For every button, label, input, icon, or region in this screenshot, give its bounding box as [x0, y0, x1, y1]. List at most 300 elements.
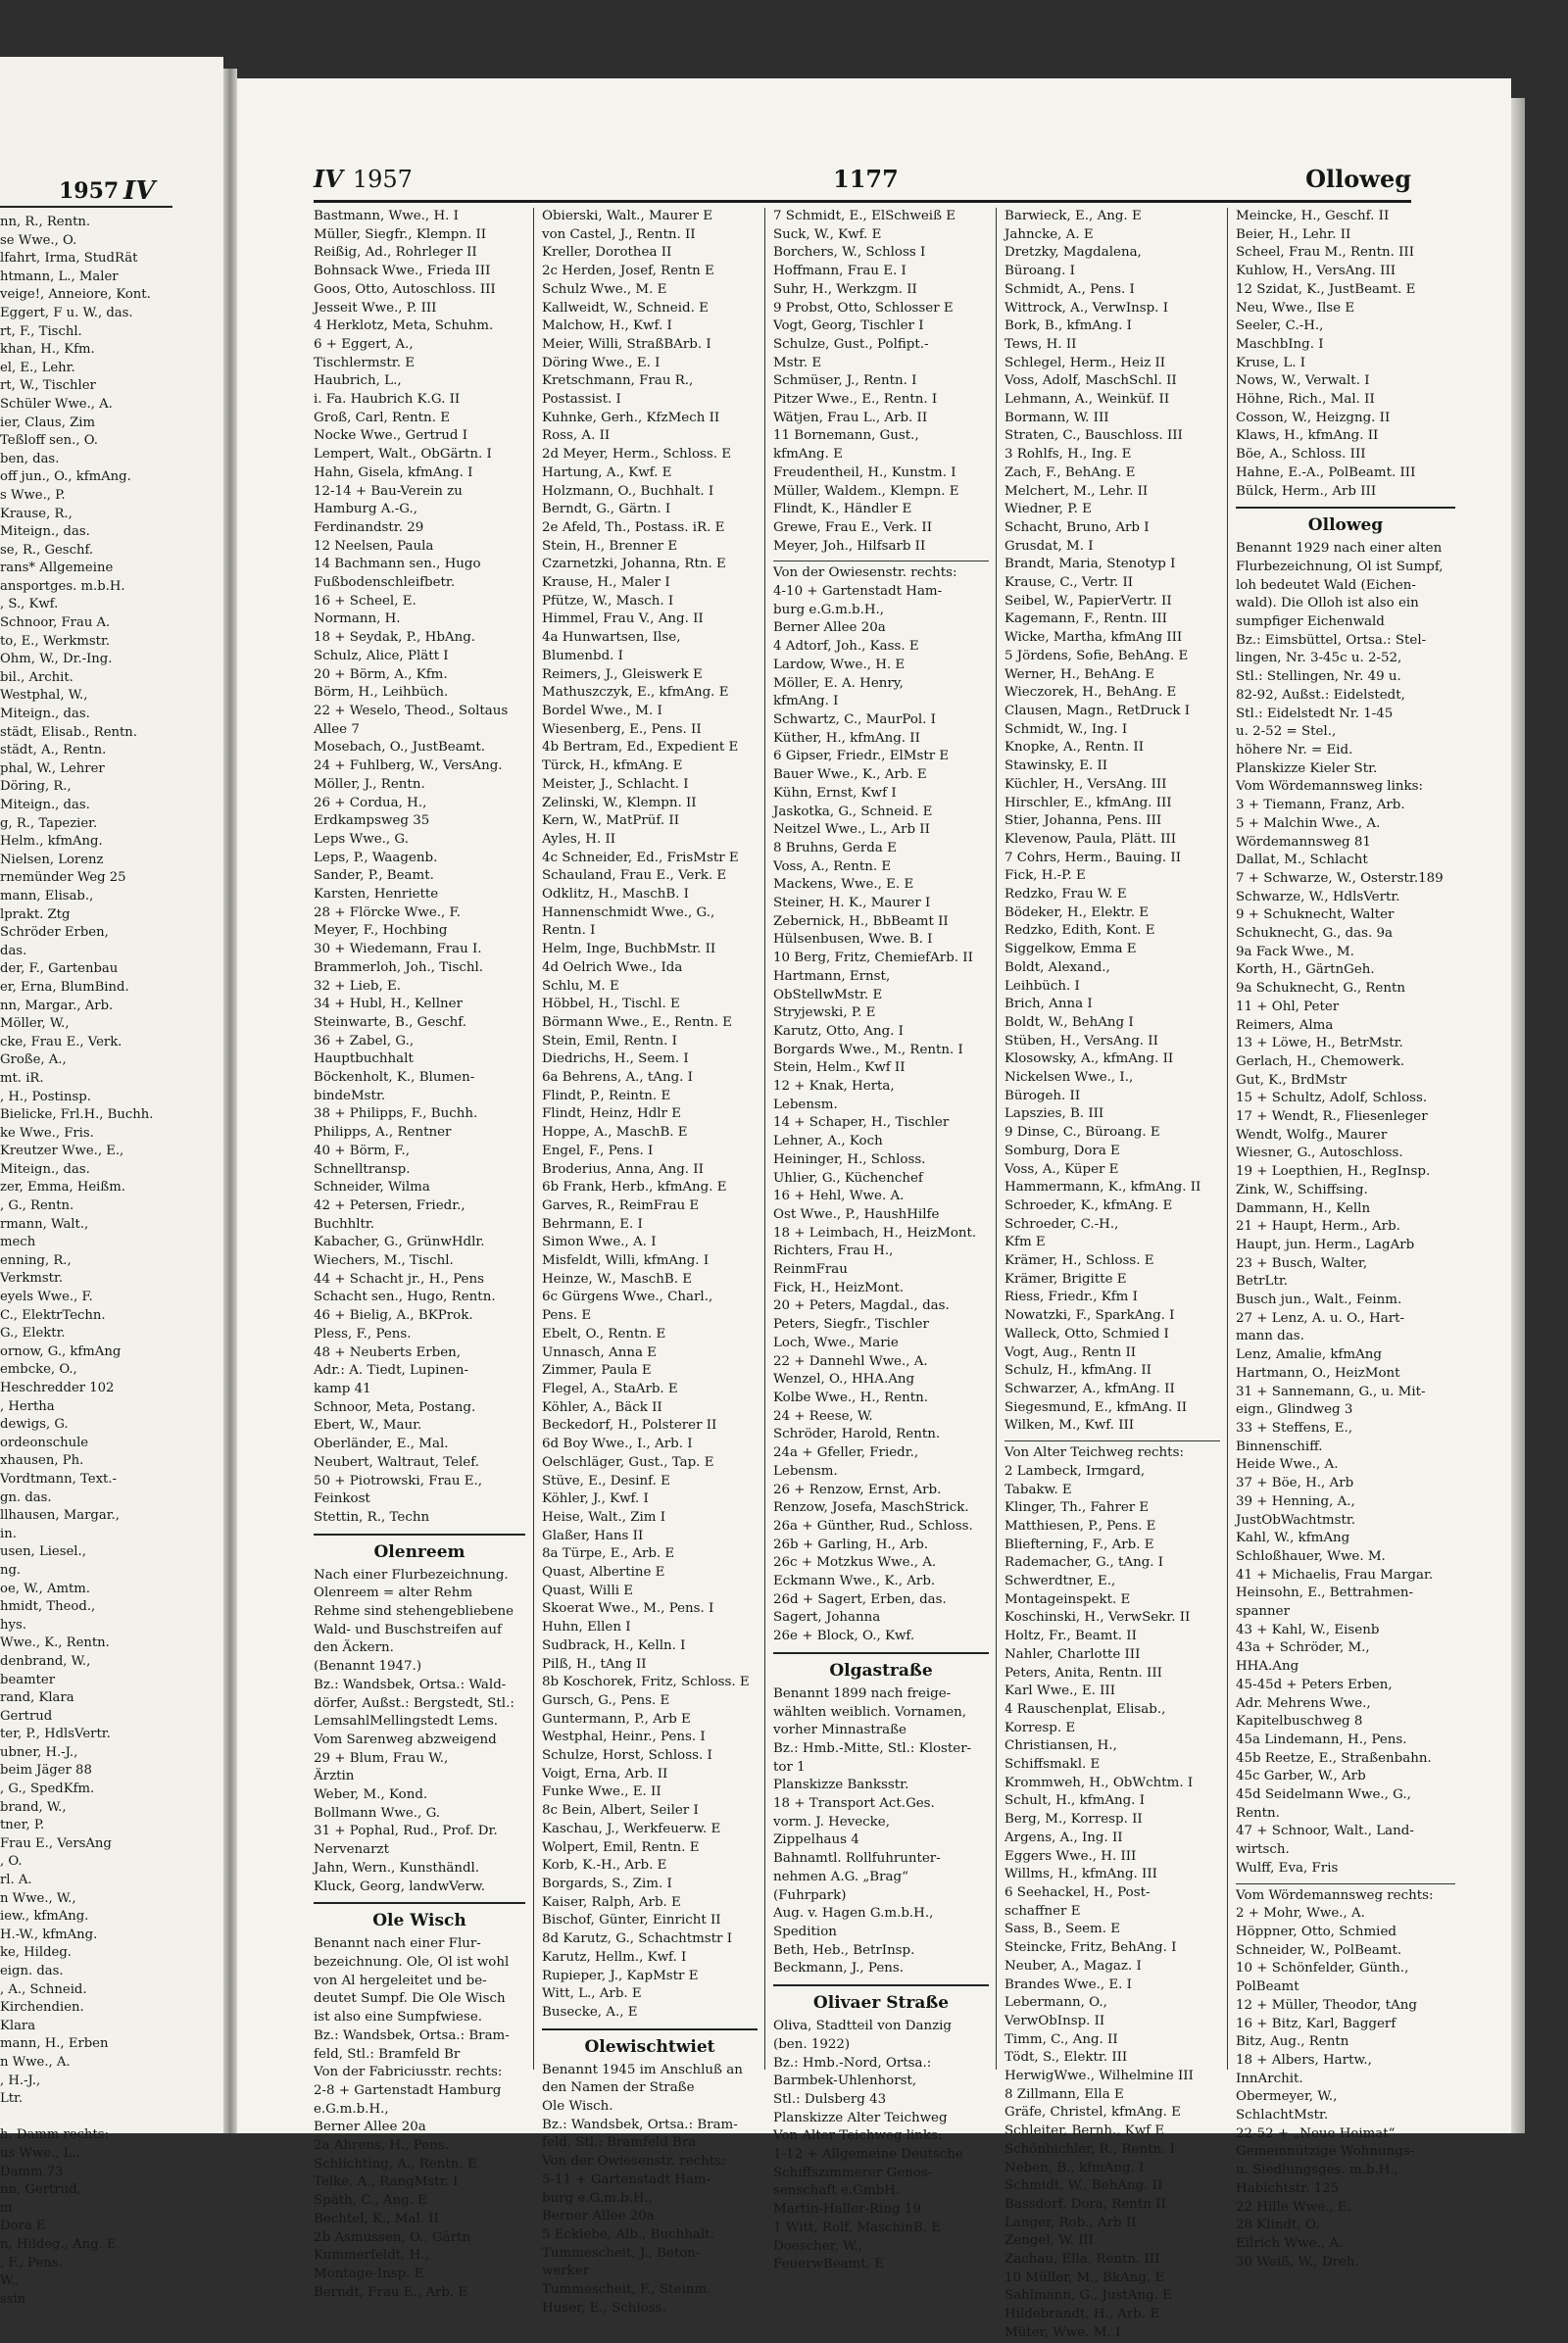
directory-entry-line: Kallweidt, W., Schneid. E [542, 300, 709, 316]
directory-entry-line: Sagert, Johanna [773, 1610, 881, 1626]
directory-entry-line: 31 + Pophal, Rud., Prof. Dr. [314, 1824, 498, 1839]
directory-entry-line: Leihbüch. I [1004, 978, 1080, 994]
directory-entry-line: Schmüser, J., Rentn. I [773, 373, 917, 389]
directory-entry-line: Renzow, Josefa, MaschStrick. [773, 1500, 969, 1516]
directory-entry-line: Gemeinnützige Wohnungs- [1236, 2144, 1415, 2160]
directory-entry-line: Hoppe, A., MaschB. E [542, 1125, 688, 1141]
directory-entry-line: 45a Lindemann, H., Pens. [1236, 1732, 1407, 1747]
directory-entry-line: 4d Oelrich Wwe., Ida [542, 959, 683, 975]
left-entry-line: brand, W., [0, 1799, 67, 1815]
directory-entry-line: 4c Schneider, Ed., FrisMstr E [542, 850, 739, 865]
directory-entry-line: Hoffmann, Frau E. I [773, 264, 906, 279]
left-entry-line: W., [0, 2273, 20, 2289]
directory-entry-line: wald). Die Olloh ist also ein [1236, 596, 1419, 611]
left-entry-line: G., Elektr. [0, 1326, 66, 1342]
directory-entry-line: 1-12 + Allgemeine Deutsche [773, 2147, 963, 2163]
directory-entry-line: Krommweh, H., ObWchtm. I [1004, 1775, 1194, 1790]
directory-entry-line: Steiner, H. K., Maurer I [773, 896, 931, 911]
left-entry-line: Ltr. [0, 2091, 24, 2107]
left-entry-line: Eggert, F u. W., das. [0, 305, 133, 320]
directory-entry-line: 18 + Transport Act.Ges. [773, 1796, 935, 1812]
left-entry-line: Teßloff sen., O. [0, 433, 98, 449]
left-entry-line: veige!, Anneiore, Kont. [0, 287, 151, 303]
directory-entry-line: Borgards, S., Zim. I [542, 1876, 672, 1891]
directory-entry-line: Lehner, A., Koch [773, 1134, 883, 1149]
street-heading: Olewischtwiet [542, 2028, 758, 2060]
directory-entry-line: Aug. v. Hagen G.m.b.H., [773, 1906, 934, 1922]
directory-entry-line: 14 Bachmann sen., Hugo [314, 557, 481, 572]
directory-entry-line: Voss, A., Rentn. E [773, 858, 892, 874]
directory-entry-line: 8 Zillmann, Ella E [1004, 2086, 1124, 2102]
directory-entry-line: Benannt nach einer Flur- [314, 1936, 481, 1952]
directory-entry-line: InnArchit. [1236, 2071, 1303, 2086]
left-entry-line: rmann, Walt., [0, 1216, 89, 1232]
directory-entry-line: Himmel, Frau V., Ang. II [542, 611, 704, 627]
directory-entry-line: Martin-Haller-Ring 19 [773, 2202, 921, 2218]
directory-entry-line: Suhr, H., Werkzgm. II [773, 281, 917, 297]
directory-entry-line: Wenzel, O., HHA.Ang [773, 1372, 915, 1388]
left-entry-line: , G., SpedKfm. [0, 1782, 95, 1797]
directory-entry-line: Müter, Wwe. M. I [1004, 2324, 1121, 2340]
left-entry-line: Frau E., VersAng [0, 1835, 112, 1851]
directory-entry-line: 28 Klindt, O. [1236, 2218, 1320, 2233]
directory-entry-line: Wördemannsweg 81 [1236, 834, 1371, 850]
left-entry-line: lfahrt, Irma, StudRät [0, 251, 138, 267]
directory-entry-line: 12 Szidat, K., JustBeamt. E [1236, 281, 1416, 297]
directory-entry-line: 26 + Cordua, H., [314, 795, 427, 810]
directory-entry-line: 26b + Garling, H., Arb. [773, 1537, 929, 1552]
left-entry-line: ke, Hildeg. [0, 1945, 72, 1961]
directory-entry-line: Erdkampsweg 35 [314, 813, 430, 829]
left-entry-line: Heschredder 102 [0, 1381, 115, 1395]
left-entry-line: ben, das. [0, 451, 60, 466]
directory-entry-line: 43 + Kahl, W., Eisenb [1236, 1622, 1380, 1637]
left-entry-line: n Wwe., A. [0, 2054, 71, 2070]
directory-entry-line: Boldt, W., BehAng I [1004, 1014, 1134, 1030]
directory-entry-line: 45c Garber, W., Arb [1236, 1769, 1366, 1784]
directory-entry-line: Berner Allee 20a [773, 620, 886, 636]
directory-entry-line: Stein, Helm., Kwf II [773, 1060, 906, 1076]
directory-entry-line: Schloßhauer, Wwe. M. [1236, 1548, 1386, 1564]
directory-entry-line: Flurbezeichnung, Ol ist Sumpf, [1236, 559, 1444, 574]
directory-entry-line: Wiesner, G., Autoschloss. [1236, 1146, 1403, 1161]
left-entry-line: das. [0, 943, 27, 958]
left-entry-line: rans* Allgemeine [0, 561, 114, 576]
column-1 [314, 208, 533, 2300]
directory-entry-line: Benannt 1945 im Anschluß an [542, 2062, 743, 2077]
directory-entry-line: Bahnamtl. Rollfuhrunter- [773, 1851, 941, 1867]
left-page [0, 57, 223, 2307]
left-entry-line: Krause, R., [0, 506, 73, 521]
directory-entry-line: Feinkost [314, 1491, 370, 1507]
left-entry-line: Westphal, W., [0, 688, 88, 704]
directory-entry-line: Stein, Emil, Rentn. I [542, 1033, 677, 1049]
directory-entry-line: Montageinspekt. E [1004, 1591, 1131, 1607]
directory-entry-line: Neben, B., kfmAng. I [1004, 2160, 1145, 2175]
directory-entry-line: Schiffsmakl. E [1004, 1757, 1101, 1773]
directory-entry-line: LemsahlMellingstedt Lems. [314, 1714, 498, 1730]
directory-entry-line: Suck, W., Kwf. E [773, 226, 882, 242]
left-entry-line: bil., Archit. [0, 669, 74, 685]
left-entry-line: beamter [0, 1672, 56, 1687]
directory-entry-line: Haubrich, L., [314, 373, 402, 389]
directory-entry-line: 2e Afeld, Th., Postass. iR. E [542, 519, 725, 535]
directory-entry-line: wählten weiblich. Vornamen, [773, 1704, 966, 1720]
directory-entry-line: Steincke, Fritz, BehAng. I [1004, 1940, 1177, 1956]
directory-entry-line: Weber, M., Kond. [314, 1787, 428, 1803]
directory-entry-line: Flindt, Heinz, Hdlr E [542, 1106, 681, 1122]
left-entry-line: mech [0, 1235, 36, 1250]
directory-entry-line: Seeler, C.-H., [1236, 318, 1324, 334]
page-number: 1177 [833, 165, 899, 193]
directory-entry-line: Voss, Adolf, MaschSchl. II [1004, 373, 1177, 389]
directory-entry-line: Neitzel Wwe., L., Arb II [773, 822, 930, 838]
directory-entry-line: ReinmFrau [773, 1262, 848, 1278]
directory-entry-line: feld, Stl.: Bramfeld Bra [542, 2135, 697, 2151]
directory-entry-line: Bz.: Eimsbüttel, Ortsa.: Stel- [1236, 632, 1427, 648]
directory-entry-line: Holzmann, O., Buchhalt. I [542, 483, 714, 499]
left-entry-line: h. Damm rechts: [0, 2127, 110, 2143]
directory-entry-line: Von der Owiesenstr. rechts: [773, 565, 957, 581]
directory-entry-line: Pens. E [542, 1308, 592, 1324]
directory-entry-line: Bauer Wwe., K., Arb. E [773, 767, 927, 783]
left-entry-line: Schröder Erben, [0, 925, 109, 941]
directory-entry-line: 8b Koschorek, Fritz, Schloss. E [542, 1675, 750, 1690]
directory-entry-line: Wieczorek, H., BehAng. E [1004, 685, 1177, 701]
section-divider [1236, 1883, 1455, 1884]
directory-entry-line: Allee 7 [314, 721, 360, 737]
directory-entry-line: Korth, H., GärtnGeh. [1236, 962, 1375, 978]
directory-entry-line: 23 + Busch, Walter, [1236, 1255, 1368, 1271]
left-entry-line: se Wwe., O. [0, 232, 77, 248]
directory-entry-line: Seibel, W., PapierVertr. II [1004, 593, 1172, 609]
directory-entry-line: Schroeder, K., kfmAng. E [1004, 1197, 1173, 1213]
left-entry-line: xhausen, Ph. [0, 1453, 84, 1469]
left-entry-line: Miteign., das. [0, 1161, 90, 1177]
directory-entry-line: Christiansen, H., [1004, 1738, 1117, 1754]
directory-entry-line: 16 + Bitz, Karl, Baggerf [1236, 2016, 1396, 2031]
directory-entry-line: Zelinski, W., Klempn. II [542, 795, 697, 810]
left-entry-line: nn, Margar., Arb. [0, 998, 114, 1013]
directory-entry-line: 2-8 + Gartenstadt Hamburg [314, 2082, 502, 2098]
directory-entry-line: Tischlermstr. E [314, 355, 415, 370]
directory-entry-line: 18 + Leimbach, H., HeizMont. [773, 1225, 977, 1241]
directory-entry-line: 24 + Reese, W. [773, 1408, 873, 1424]
directory-entry-line: 10 + Schönfelder, Günth., [1236, 1961, 1409, 1977]
left-entry-line: , S., Kwf. [0, 597, 59, 612]
left-entry-line: mann, Elisab., [0, 888, 94, 903]
left-entry-line: Verkmstr. [0, 1271, 64, 1287]
directory-entry-line: Kreller, Dorothea II [542, 245, 672, 261]
directory-entry-line: 7 + Schwarze, W., Osterstr.189 [1236, 870, 1444, 886]
left-entry-line [0, 2109, 220, 2127]
directory-entry-line: 20 + Börm, A., Kfm. [314, 666, 448, 682]
directory-entry-line: kfmAng. I [773, 694, 839, 709]
directory-entry-line: Jahncke, A. E [1004, 226, 1094, 242]
directory-entry-line: SchlachtMstr. [1236, 2108, 1329, 2123]
directory-entry-line: Sudbrack, H., Kelln. I [542, 1637, 686, 1653]
directory-entry-line: Klosowsky, A., kfmAng. II [1004, 1051, 1174, 1067]
directory-entry-line: 6d Boy Wwe., I., Arb. I [542, 1437, 693, 1452]
directory-entry-line: Böckenholt, K., Blumen- [314, 1070, 475, 1086]
directory-entry-line: Vogt, Georg, Tischler I [773, 318, 924, 334]
column-5 [1227, 208, 1455, 2270]
directory-entry-line: Ole Wisch. [542, 2099, 613, 2115]
left-entry-line: städt, A., Rentn. [0, 743, 107, 758]
directory-entry-line: Lardow, Wwe., H. E [773, 657, 906, 672]
directory-entry-line: 18 + Albers, Hartw., [1236, 2052, 1372, 2068]
directory-entry-line: Unnasch, Anna E [542, 1344, 657, 1360]
directory-entry-line: Schnelltransp. [314, 1161, 411, 1177]
directory-entry-line: Mathuszczyk, E., kfmAng. E [542, 685, 729, 701]
directory-entry-line: 26e + Block, O., Kwf. [773, 1629, 915, 1644]
directory-entry-line: Stl.: Eidelstedt Nr. 1-45 [1236, 706, 1394, 721]
directory-entry-line: Kühn, Ernst, Kwf I [773, 785, 897, 801]
directory-entry-line: Zach, F., BehAng. E [1004, 464, 1136, 480]
directory-entry-line: Bassdorf, Dora, Rentn II [1004, 2196, 1166, 2212]
directory-entry-line: Zengel, W. III [1004, 2233, 1094, 2249]
left-entry-line: rl. A. [0, 1873, 32, 1888]
column-3 [764, 208, 997, 2272]
left-entry-line: off jun., O., kfmAng. [0, 469, 131, 485]
directory-entry-line: Wiesenberg, E., Pens. II [542, 721, 702, 737]
directory-entry-line: Schulz Wwe., M. E [542, 281, 667, 297]
directory-entry-line: Börm, H., Leihbüch. [314, 685, 449, 701]
directory-entry-line: Flindt, P., Reintn. E [542, 1088, 671, 1103]
directory-entry-line: Eggers Wwe., H. III [1004, 1848, 1137, 1864]
directory-entry-line: 28 + Flörcke Wwe., F. [314, 904, 461, 920]
directory-entry-line: Ebelt, O., Rentn. E [542, 1326, 666, 1342]
directory-entry-line: Adr. Mehrens Wwe., [1236, 1695, 1371, 1711]
directory-entry-line: 4 Herklotz, Meta, Schuhm. [314, 318, 494, 334]
directory-entry-line: 47 + Schnoor, Walt., Land- [1236, 1824, 1414, 1839]
directory-entry-line: Fick, H., HeizMont. [773, 1280, 905, 1295]
directory-entry-line: Schult, H., kfmAng. I [1004, 1793, 1145, 1809]
directory-entry-line: Kaiser, Ralph, Arb. E [542, 1894, 681, 1910]
directory-entry-line: MaschbIng. I [1236, 336, 1324, 352]
directory-entry-line: 2 + Mohr, Wwe., A. [1236, 1906, 1365, 1922]
directory-entry-line: Schmidt, W., BehAng. II [1004, 2178, 1163, 2194]
directory-entry-line: 26a + Günther, Rud., Schloss. [773, 1518, 973, 1534]
directory-entry-line: Steinwarte, B., Geschf. [314, 1014, 467, 1030]
directory-entry-line: Cosson, W., Heizgng. II [1236, 410, 1391, 425]
directory-entry-line: Clausen, Magn., RetDruck I [1004, 703, 1191, 718]
directory-entry-line: Gräfe, Christel, kfmAng. E [1004, 2105, 1181, 2121]
directory-entry-line: Malchow, H., Kwf. I [542, 318, 672, 334]
directory-entry-line: Brammerloh, Joh., Tischl. [314, 959, 483, 975]
directory-entry-line: Köhler, J., Kwf. I [542, 1491, 649, 1507]
directory-entry-line: Bollmann Wwe., G. [314, 1805, 441, 1821]
street-heading: Olenreem [314, 1534, 525, 1565]
directory-entry-line: Kruse, L. I [1236, 355, 1306, 370]
directory-entry-line: Beth, Heb., BetrInsp. [773, 1942, 915, 1958]
directory-entry-line: Jaskotka, G., Schneid. E [773, 804, 933, 819]
directory-entry-line: 5 + Malchin Wwe., A. [1236, 815, 1381, 831]
left-entry-line: Gertrud [0, 1708, 53, 1724]
directory-entry-line: Brich, Anna I [1004, 997, 1093, 1012]
directory-entry-line: Korb, K.-H., Arb. E [542, 1858, 667, 1874]
left-entry-line: Miteign., das. [0, 707, 90, 722]
left-entry-line: g, R., Tapezier. [0, 815, 98, 831]
directory-entry-line: Neu, Wwe., Ilse E [1236, 300, 1355, 316]
directory-entry-line: Peters, Anita, Rentn. III [1004, 1665, 1162, 1681]
left-entry-line: Miteign., das. [0, 524, 90, 540]
left-entry-line: ordeonschule [0, 1435, 89, 1450]
left-entry-line: ubner, H.-J., [0, 1744, 78, 1760]
directory-entry-line: den Namen der Straße [542, 2080, 695, 2096]
street-heading: Olloweg [1236, 507, 1455, 538]
directory-entry-line: Eilrich Wwe., A. [1236, 2235, 1344, 2251]
directory-entry-line: Schnoor, Meta, Postang. [314, 1399, 476, 1415]
directory-entry-line: Wiechers, M., Tischl. [314, 1253, 454, 1269]
directory-entry-line: Wald- und Buschstreifen auf [314, 1622, 502, 1637]
directory-entry-line: Hartung, A., Kwf. E [542, 464, 672, 480]
directory-entry-line: spanner [1236, 1604, 1291, 1620]
directory-entry-line: 7 Schmidt, E., ElSchweiß E [773, 209, 956, 223]
left-entry-line: C., ElektrTechn. [0, 1307, 106, 1323]
left-entry-line: , Hertha [0, 1398, 55, 1414]
directory-entry-line: 32 + Lieb, E. [314, 978, 401, 994]
directory-entry-line: kfmAng. E [773, 447, 843, 463]
directory-entry-line: 41 + Michaelis, Frau Margar. [1236, 1567, 1434, 1583]
directory-entry-line: werker [542, 2264, 590, 2279]
directory-entry-line: Reimers, Alma [1236, 1017, 1334, 1033]
directory-entry-line: Bz.: Wandsbek, Ortsa.: Wald- [314, 1677, 507, 1692]
directory-entry-line: Pless, F., Pens. [314, 1326, 412, 1342]
directory-entry-line: Wolpert, Emil, Rentn. E [542, 1839, 700, 1855]
directory-entry-line: Schwarze, W., HdlsVertr. [1236, 889, 1400, 904]
directory-entry-line: 18 + Seydak, P., HbAng. [314, 630, 476, 646]
left-entry-line: se, R., Geschf. [0, 542, 94, 558]
directory-entry-line: Stier, Johanna, Pens. III [1004, 813, 1162, 829]
directory-entry-line: 14 + Schaper, H., Tischler [773, 1115, 950, 1131]
left-page-entries [0, 214, 220, 2309]
directory-entry-line: Kretschmann, Frau R., [542, 373, 694, 389]
left-entry-line: ansportges. m.b.H. [0, 578, 125, 594]
directory-entry-line: Schlegel, Herm., Heiz II [1004, 355, 1166, 370]
directory-entry-line: Barmbek-Uhlenhorst, [773, 2074, 917, 2089]
directory-entry-line: i. Fa. Haubrich K.G. II [314, 392, 461, 408]
directory-entry-line: Schiffszimmerer Genos- [773, 2165, 933, 2180]
left-entry-line: Helm., kfmAng. [0, 834, 103, 850]
directory-entry-line: Obermeyer, W., [1236, 2089, 1338, 2105]
directory-entry-line: Rentn. I [542, 923, 596, 939]
left-header-year: 1957 [59, 178, 120, 204]
directory-entry-line: Schulze, Horst, Schloss. I [542, 1748, 712, 1764]
directory-entry-line: 31 + Sannemann, G., u. Mit- [1236, 1384, 1426, 1399]
left-entry-line: n Wwe., W., [0, 1890, 76, 1906]
left-entry-line: , A., Schneid. [0, 1981, 87, 1997]
directory-entry-line: 43a + Schröder, M., [1236, 1640, 1370, 1656]
directory-entry-line: Huhn, Ellen I [542, 1620, 631, 1635]
directory-entry-line: Planskizze Alter Teichweg [773, 2110, 948, 2125]
directory-entry-line: Kluck, Georg, landwVerw. [314, 1879, 486, 1894]
directory-entry-line: Schulze, Gust., Polfipt.- [773, 336, 929, 352]
directory-entry-line: Brandt, Maria, Stenotyp I [1004, 557, 1176, 572]
directory-entry-line: senschaft e.GmbH. [773, 2183, 901, 2199]
left-entry-line: cke, Frau E., Verk. [0, 1034, 122, 1049]
directory-entry-line: Hammermann, K., kfmAng. II [1004, 1180, 1201, 1196]
directory-entry-line: 29 + Blum, Frau W., [314, 1750, 449, 1766]
directory-entry-line: Büroang. I [1004, 264, 1075, 279]
directory-entry-line: vorher Minnastraße [773, 1723, 906, 1738]
directory-entry-line: Obierski, Walt., Maurer E [542, 209, 713, 223]
directory-entry-line: Pitzer Wwe., E., Rentn. I [773, 392, 938, 408]
directory-entry-line: Zebernick, H., BbBeamt II [773, 913, 949, 929]
directory-entry-line: 4 Adtorf, Joh., Kass. E [773, 639, 919, 655]
directory-entry-line: Heinze, W., MaschB. E [542, 1271, 693, 1287]
directory-entry-line: feld, Stl.: Bramfeld Br [314, 2046, 461, 2062]
directory-entry-line: Nocke Wwe., Gertrud I [314, 428, 468, 444]
directory-entry-line: HerwigWwe., Wilhelmine III [1004, 2069, 1194, 2084]
directory-entry-line: Brandes Wwe., E. I [1004, 1977, 1132, 1992]
directory-entry-line: Misfeldt, Willi, kfmAng. I [542, 1253, 710, 1269]
directory-entry-line: Langer, Rob., Arb II [1004, 2215, 1137, 2230]
street-heading: Olivaer Straße [773, 1984, 989, 2016]
directory-entry-line: Gut, K., BrdMstr [1236, 1072, 1348, 1088]
directory-entry-line: Schwerdtner, E., [1004, 1574, 1116, 1589]
street-heading: Olgastraße [773, 1652, 989, 1684]
directory-entry-line: 12 + Knak, Herta, [773, 1079, 895, 1095]
directory-entry-line: Reimers, J., Gleiswerk E [542, 666, 703, 682]
header-volume: IV [314, 165, 343, 193]
directory-entry-line: Karsten, Henriette [314, 887, 439, 903]
left-entry-line: lprakt. Ztg [0, 906, 71, 922]
directory-entry-line: Dallat, M., Schlacht [1236, 853, 1368, 868]
directory-entry-line: Bliefterning, F., Arb. E [1004, 1537, 1154, 1552]
directory-entry-line: Kolbe Wwe., H., Rentn. [773, 1391, 929, 1405]
directory-entry-line: Berndt, Frau E., Arb. E [314, 2284, 468, 2300]
left-entry-line: eign. das. [0, 1964, 64, 1978]
directory-entry-line: Gerlach, H., Chemowerk. [1236, 1053, 1405, 1069]
left-entry-line: Döring, R., [0, 779, 72, 795]
directory-entry-line: 39 + Henning, A., [1236, 1493, 1355, 1509]
left-entry-line: Vordtmann, Text.- [0, 1471, 117, 1487]
directory-entry-line: Bordel Wwe., M. I [542, 703, 662, 718]
directory-entry-line: 2b Asmussen, O., Gärtn [314, 2229, 471, 2245]
directory-entry-line: Sass, B., Seem. E [1004, 1922, 1121, 1937]
directory-entry-line: Reißig, Ad., Rohrleger II [314, 245, 477, 261]
directory-entry-line: Walleck, Otto, Schmied I [1004, 1326, 1169, 1342]
left-entry-line: denbrand, W., [0, 1653, 91, 1669]
directory-entry-line: 19 + Loepthien, H., RegInsp. [1236, 1164, 1431, 1180]
left-entry-line: rand, Klara [0, 1690, 74, 1706]
directory-entry-line: Barwieck, E., Ang. E [1004, 209, 1142, 223]
directory-entry-line: höhere Nr. = Eid. [1236, 742, 1353, 757]
directory-entry-line: Stettin, R., Techn [314, 1509, 430, 1525]
left-entry-line: in. [0, 1526, 17, 1541]
directory-entry-line: Witt, L., Arb. E [542, 1986, 642, 2002]
directory-entry-line: burg e.G.m.b.H., [773, 602, 885, 617]
directory-entry-line: Redzko, Edith, Kont. E [1004, 923, 1155, 939]
directory-entry-line: Sahlmann, G., JustAng. E [1004, 2288, 1172, 2304]
directory-entry-line: Bechtel, K., Mal. II [314, 2211, 439, 2226]
directory-entry-line: Hahne, E.-A., PolBeamt. III [1236, 464, 1416, 480]
left-entry-line: hmidt, Theod., [0, 1599, 96, 1615]
directory-entry-line: Tews, H. II [1004, 336, 1077, 352]
directory-entry-line: 9a Schuknecht, G., Rentn [1236, 981, 1405, 997]
directory-entry-line: 24 + Fuhlberg, W., VersAng. [314, 758, 503, 774]
directory-entry-line: Riess, Friedr., Kfm I [1004, 1290, 1138, 1305]
directory-entry-line: Tödt, S., Elektr. III [1004, 2050, 1128, 2066]
left-entry-line: nn, Gertrud, [0, 2182, 81, 2198]
directory-entry-line: deutet Sumpf. Die Ole Wisch [314, 1991, 506, 2007]
left-entry-line: enning, R., [0, 1252, 72, 1268]
directory-entry-line: Schönbichler, R., Rentn. I [1004, 2141, 1175, 2157]
directory-entry-line: 4 Rauschenplat, Elisab., [1004, 1701, 1166, 1717]
directory-entry-line: Kagemann, F., Rentn. III [1004, 611, 1167, 627]
left-entry-line: ter, P., HdlsVertr. [0, 1727, 111, 1742]
